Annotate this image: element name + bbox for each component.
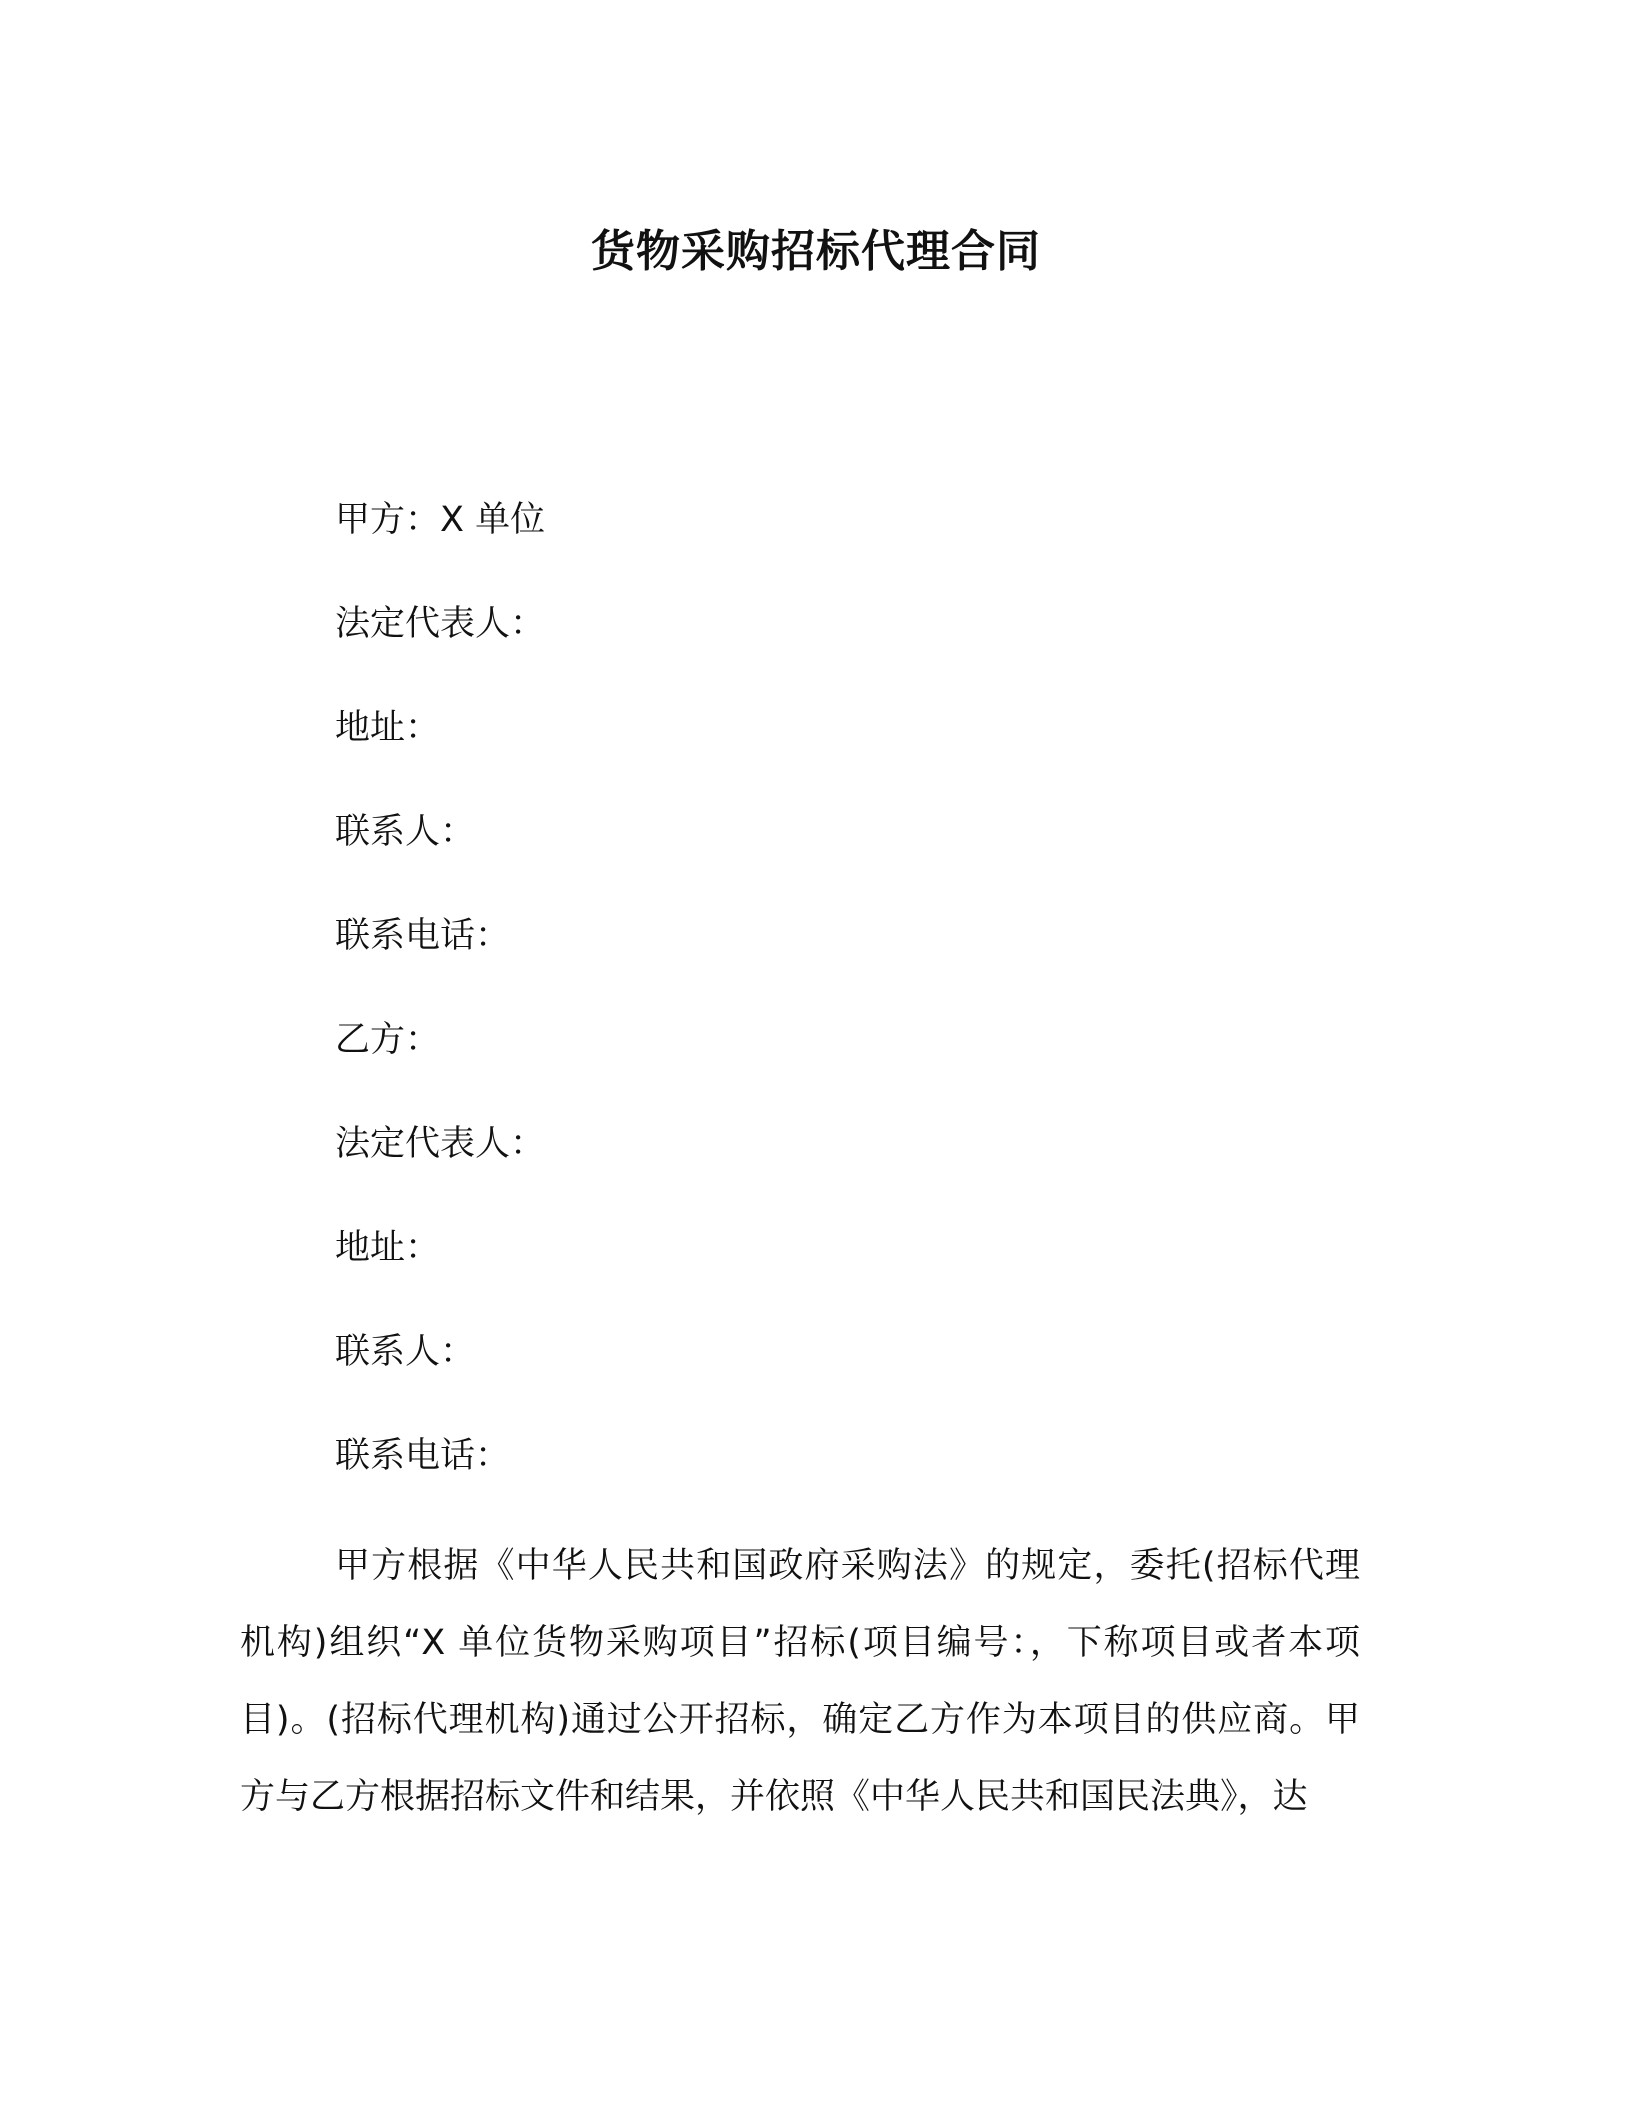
- party-b-address-field: 地址：: [335, 1228, 441, 1268]
- party-a-address-field: 地址：: [335, 708, 441, 748]
- party-a-contact-field: 联系人：: [335, 812, 476, 852]
- party-a-phone-field: 联系电话：: [335, 916, 511, 956]
- party-b-phone-field: 联系电话：: [335, 1436, 511, 1476]
- party-fields: [335, 490, 1385, 1530]
- party-b-field: 乙方：: [335, 1020, 441, 1060]
- document-title: 货物采购招标代理合同: [591, 226, 1041, 277]
- party-a-legal-rep-field: 法定代表人：: [335, 604, 546, 644]
- contract-paragraph: 甲方根据《中华人民共和国政府采购法》的规定，委托(招标代理机构)组织“X 单位货物采购项目”招标(项目编号：，下称项目或者本项目)。(招标代理机构)通过公开招标，确定乙方作为本项目的供应商。甲方与乙方根据招标文件和结果，并依照《中华人民共和国民法典》，达: [240, 1546, 1360, 1817]
- party-b-contact-field: 联系人：: [335, 1332, 476, 1372]
- party-b-legal-rep-field: 法定代表人：: [335, 1124, 546, 1164]
- party-a-field: 甲方：X 单位: [335, 500, 546, 540]
